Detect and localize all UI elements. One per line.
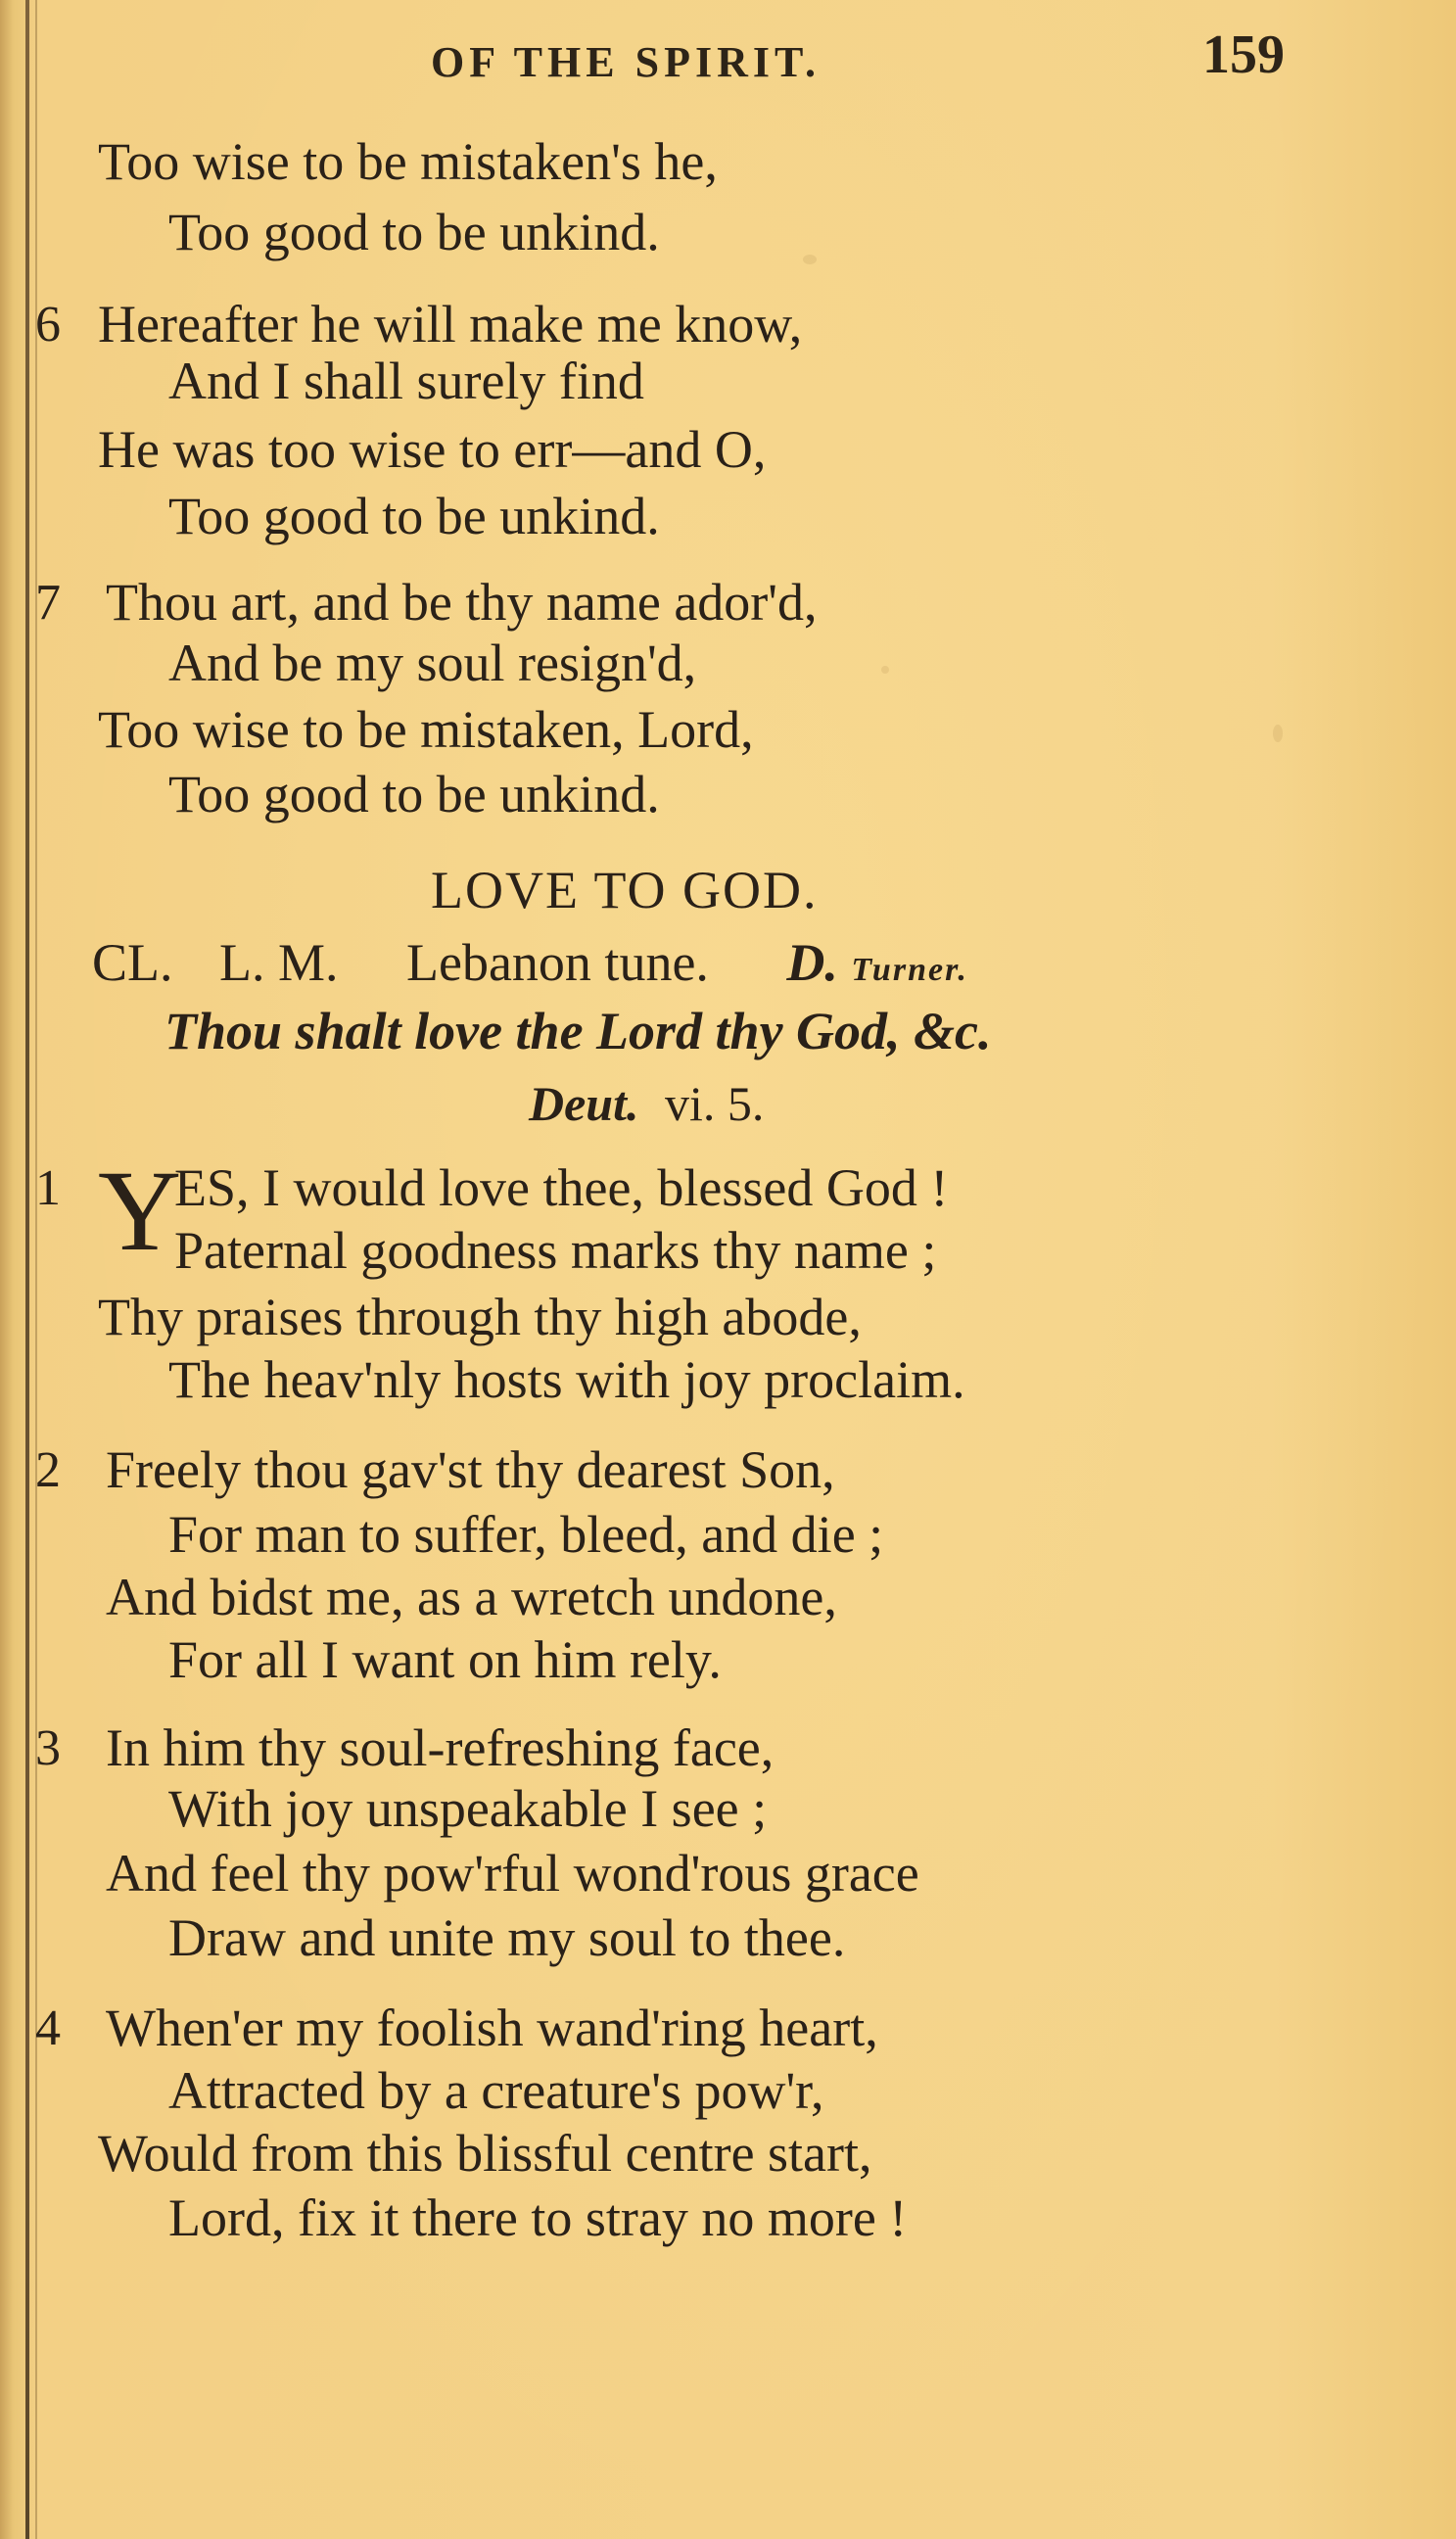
verse-line: And feel thy pow'rful wond'rous grace xyxy=(106,1844,919,1903)
verse-line: Too wise to be mistaken, Lord, xyxy=(98,700,754,759)
verse-line: Attracted by a creature's pow'r, xyxy=(168,2061,824,2120)
paper-spot xyxy=(1273,725,1283,742)
continuation-line: Too good to be unkind. xyxy=(168,203,660,261)
verse-line: Thy praises through thy high abode, xyxy=(98,1288,862,1346)
verse-line: Hereafter he will make me know, xyxy=(98,295,803,353)
paper-spot xyxy=(881,666,889,674)
hymn-title: LOVE TO GOD. xyxy=(431,861,819,919)
page-gutter-shadow xyxy=(35,0,37,2539)
hymn-meta xyxy=(92,932,968,993)
verse-number: 3 xyxy=(35,1720,61,1776)
verse-line: And I shall surely find xyxy=(168,352,644,410)
hymn-epigraph: Thou shalt love the Lord thy God, &c. xyxy=(164,1002,992,1060)
verse-line: For all I want on him rely. xyxy=(168,1630,722,1689)
verse-line: Paternal goodness marks thy name ; xyxy=(174,1221,937,1280)
verse-line: Freely thou gav'st thy dearest Son, xyxy=(106,1440,835,1499)
verse-number: 2 xyxy=(35,1442,61,1498)
verse-line: With joy unspeakable I see ; xyxy=(168,1779,768,1838)
verse-line: He was too wise to err—and O, xyxy=(98,420,767,479)
verse-line: Would from this blissful centre start, xyxy=(98,2124,872,2183)
verse-line: For man to suffer, bleed, and die ; xyxy=(168,1505,884,1564)
verse-number: 7 xyxy=(35,575,61,631)
verse-line: When'er my foolish wand'ring heart, xyxy=(106,1998,878,2057)
running-head: OF THE SPIRIT. xyxy=(431,38,822,86)
verse-line: In him thy soul-refreshing face, xyxy=(106,1718,775,1777)
verse-line: Thou art, and be thy name ador'd, xyxy=(106,573,818,632)
verse-number: 6 xyxy=(35,297,61,353)
verse-line: And bidst me, as a wretch undone, xyxy=(106,1568,837,1626)
verse-line: Too good to be unkind. xyxy=(168,765,660,823)
verse-number: 1 xyxy=(35,1160,61,1216)
reference-chapter: vi. 5. xyxy=(665,1076,765,1131)
hymn-tune: Lebanon tune. xyxy=(406,933,709,992)
scripture-reference xyxy=(529,1075,764,1132)
verse-line: The heav'nly hosts with joy proclaim. xyxy=(168,1350,965,1409)
page-gutter-edge xyxy=(25,0,29,2539)
paper-spot xyxy=(803,255,817,264)
verse-line: And be my soul resign'd, xyxy=(168,634,697,692)
verse-line: ES, I would love thee, blessed God ! xyxy=(174,1158,949,1217)
author-name: Turner. xyxy=(851,952,968,988)
drop-cap: Y xyxy=(98,1147,182,1275)
verse-number: 4 xyxy=(35,2000,61,2056)
continuation-line: Too wise to be mistaken's he, xyxy=(98,132,718,191)
hymn-number: CL. xyxy=(92,933,173,992)
page-number: 159 xyxy=(1202,24,1285,85)
hymn-metre: L. M. xyxy=(219,933,339,992)
reference-book: Deut. xyxy=(529,1076,639,1131)
author-initial: D. xyxy=(786,933,838,992)
verse-line: Draw and unite my soul to thee. xyxy=(168,1908,846,1967)
verse-line: Lord, fix it there to stray no more ! xyxy=(168,2188,908,2247)
verse-line: Too good to be unkind. xyxy=(168,487,660,545)
